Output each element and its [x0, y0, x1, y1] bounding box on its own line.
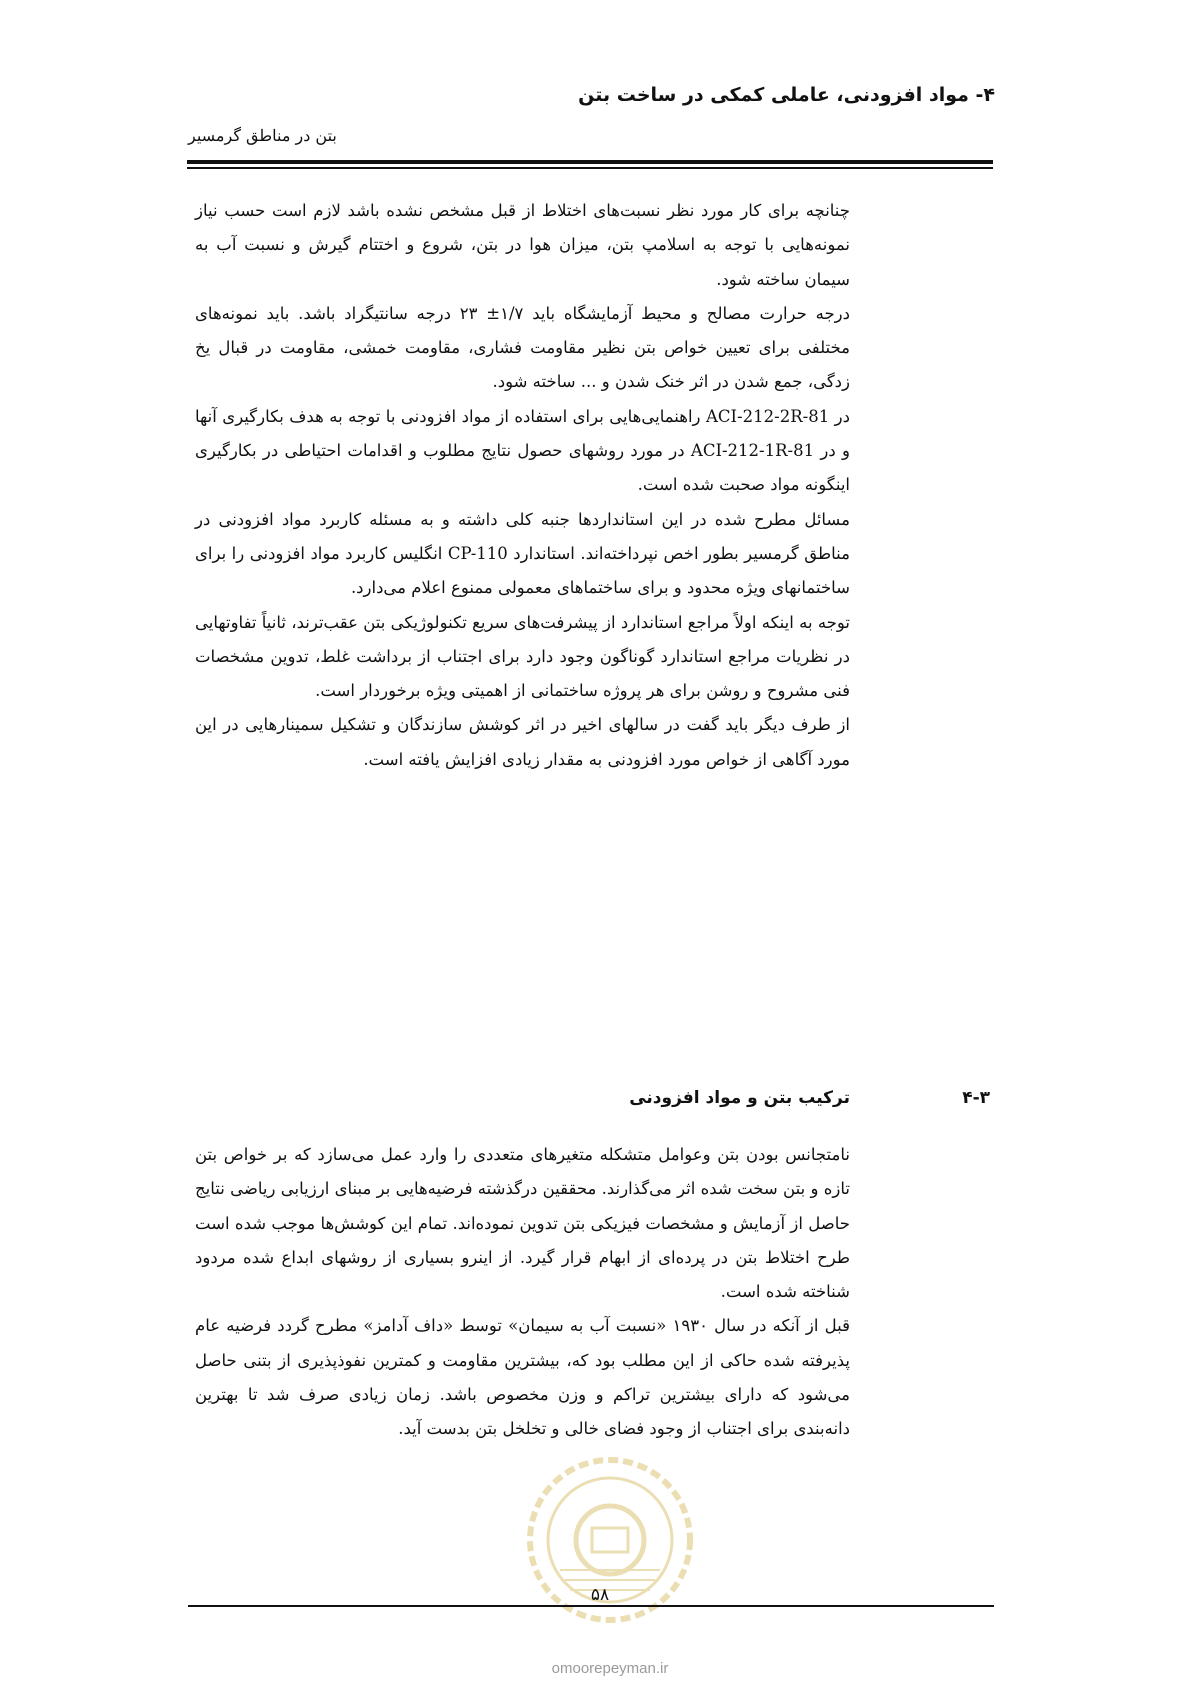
book-title: بتن در مناطق گرمسیر — [188, 126, 337, 145]
section-heading — [195, 1088, 990, 1118]
section-title: ترکیب بتن و مواد افزودنی — [629, 1088, 850, 1108]
footer-rule — [188, 1605, 994, 1607]
paragraph: نامتجانس بودن بتن وعوامل متشکله متغیرهای متعددی را وارد عمل می‌سازد که بر خواص بتن تازه و بتن سخت شده اثر می‌گذارند. محققین درگذشته فرضیه‌هایی بر مبنای ارزیابی ریاضی نتایج حاصل از آزمایش و مشخصات فیزیکی بتن تدوین نموده‌اند. تمام این کوشش‌ها موجب شده است طرح اختلاط بتن در پرده‌ای از ابهام قرار گیرد. از اینرو بسیاری از روشهای ابداع شده مردود شناخته شده است. — [195, 1145, 850, 1302]
body-text — [195, 194, 850, 777]
paragraph: درجه حرارت مصالح و محیط آزمایشگاه باید ۱/۷± ۲۳ درجه سانتیگراد باشد. باید نمونه‌های مختلفی برای تعیین خواص بتن نظیر مقاومت فشاری، مقاومت خمشی، مقاومت در قبال یخ زدگی، جمع شدن در اثر خنک شدن و ... ساخته شود. — [195, 303, 850, 392]
paragraph: چنانچه برای کار مورد نظر نسبت‌های اختلاط از قبل مشخص نشده باشد لازم است حسب نیاز نمونه‌هایی با توجه به اسلامپ بتن، میزان هوا در بتن، شروع و اختتام گیرش و نسبت آب به سیمان ساخته شود. — [195, 201, 850, 289]
paragraph: توجه به اینکه اولاً مراجع استاندارد از پیشرفت‌های سریع تکنولوژیکی بتن عقب‌ترند، ثانیاً تفاوتهایی در نظریات مراجع استاندارد گوناگون وجود دارد برای اجتناب از برداشت غلط، تدوین مشخصات فنی مشروح و روشن برای هر پروژه ساختمانی از اهمیتی ویژه برخوردار است. — [195, 612, 850, 701]
section-number: ۴-۳ — [962, 1088, 990, 1108]
chapter-title: ۴- مواد افزودنی، عاملی کمکی در ساخت بتن — [578, 84, 995, 106]
paragraph: از طرف دیگر باید گفت در سالهای اخیر در اثر کوشش سازندگان و تشکیل سمینارهایی در این مورد آگاهی از خواص مورد افزودنی به مقدار زیادی افزایش یافته است. — [195, 715, 850, 769]
section-body-text — [195, 1138, 850, 1447]
paragraph: در ACI-212-2R-81 راهنمایی‌هایی برای استفاده از مواد افزودنی با توجه به هدف بکارگیری آنها و در ACI-212-1R-81 در مورد روشهای حصول نتایج مطلوب و اقدامات احتیاطی در بکارگیری اینگونه مواد صحبت شده است. — [195, 406, 850, 495]
header-rule-thin — [187, 167, 993, 169]
header-rule-thick — [187, 160, 993, 164]
paragraph: مسائل مطرح شده در این استانداردها جنبه کلی داشته و به مسئله کاربرد مواد افزودنی در مناطق گرمسیر بطور اخص نپرداخته‌اند. استاندارد CP-110 انگلیس کاربرد مواد افزودنی را برای ساختمانهای ویژه محدود و برای ساختماهای معمولی ممنوع اعلام می‌دارد. — [195, 509, 850, 598]
paragraph: قبل از آنکه در سال ۱۹۳۰ «نسبت آب به سیمان» توسط «داف آدامز» مطرح گردد فرضیه عام پذیرفته شده حاکی از این مطلب بود که، بیشترین مقاومت و کمترین نفوذپذیری از بتنی حاصل می‌شود که دارای بیشترین تراکم و وزن مخصوص باشد. زمان زیادی صرف شد تا بهترین دانه‌بندی برای اجتناب از وجود فضای خالی و تخلخل بتن بدست آید. — [195, 1316, 850, 1439]
watermark-text: omoorepeyman.ir — [551, 1660, 669, 1677]
page-number: ۵۸ — [590, 1585, 610, 1605]
